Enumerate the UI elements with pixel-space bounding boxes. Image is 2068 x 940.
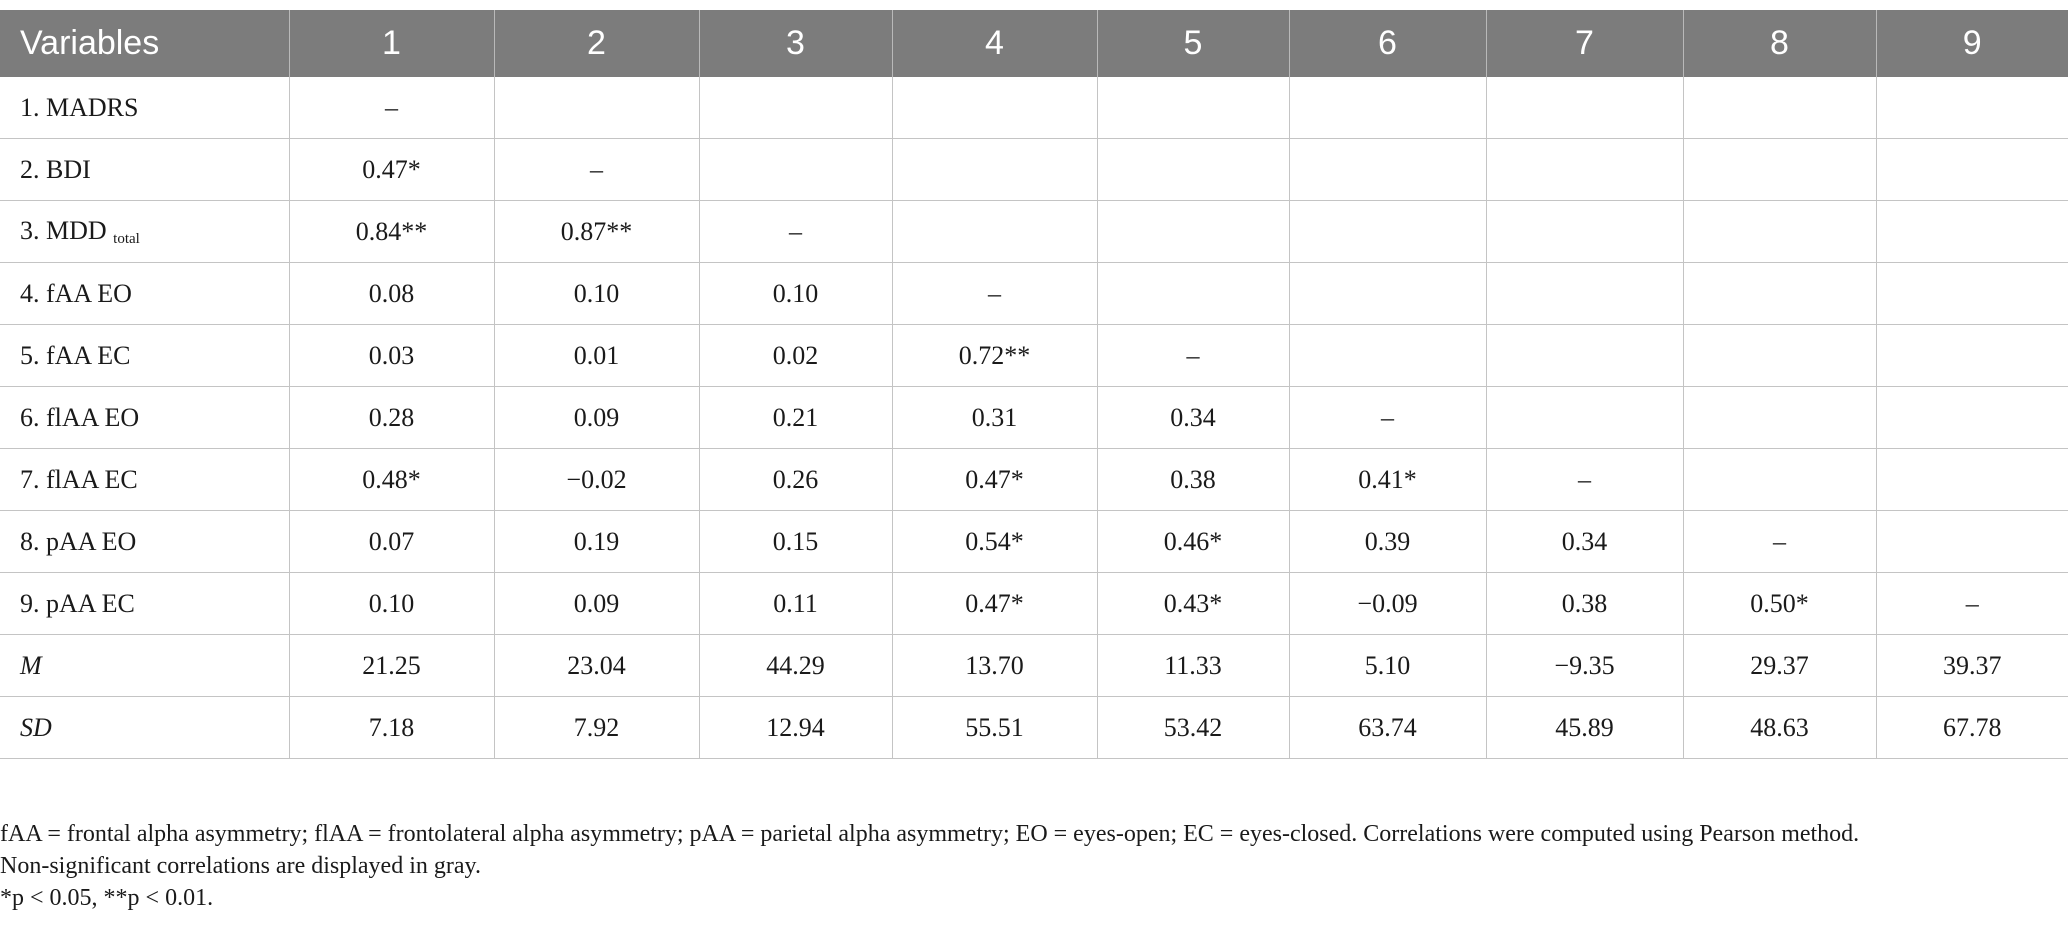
table-cell <box>1289 77 1486 139</box>
table-cell: 0.87** <box>494 201 699 263</box>
table-cell: 0.31 <box>892 387 1097 449</box>
table-cell: 0.72** <box>892 325 1097 387</box>
table-cell: 53.42 <box>1097 697 1289 759</box>
table-cell <box>1683 77 1876 139</box>
table-cell: 0.03 <box>289 325 494 387</box>
row-label: 8. pAA EO <box>20 526 137 556</box>
table-cell: 0.84** <box>289 201 494 263</box>
table-cell: 0.28 <box>289 387 494 449</box>
table-cell: 0.09 <box>494 387 699 449</box>
table-cell: 0.21 <box>699 387 892 449</box>
table-cell <box>1097 77 1289 139</box>
table-cell: – <box>1289 387 1486 449</box>
row-label: 6. flAA EO <box>20 402 140 432</box>
table-cell: 0.10 <box>494 263 699 325</box>
table-cell <box>1876 449 2068 511</box>
table-cell: 0.48* <box>289 449 494 511</box>
table-cell <box>1289 263 1486 325</box>
row-label: 4. fAA EO <box>20 278 132 308</box>
table-cell: 45.89 <box>1486 697 1683 759</box>
table-cell: – <box>1486 449 1683 511</box>
table-cell <box>1486 77 1683 139</box>
table-cell: 0.43* <box>1097 573 1289 635</box>
row-label-cell <box>0 139 289 201</box>
table-cell: 11.33 <box>1097 635 1289 697</box>
footnote-abbreviations: fAA = frontal alpha asymmetry; flAA = frontolateral alpha asymmetry; pAA = parietal alpha asymmetry; EO = eyes-open; EC = eyes-closed. Correlations were computed using Pearson method. <box>0 821 1860 847</box>
table-cell <box>1097 263 1289 325</box>
table-cell: – <box>494 139 699 201</box>
table-cell <box>1486 201 1683 263</box>
table-cell <box>494 77 699 139</box>
table-cell: 67.78 <box>1876 697 2068 759</box>
table-cell <box>1097 139 1289 201</box>
table-cell <box>1486 387 1683 449</box>
row-label-cell <box>0 697 289 759</box>
table-cell <box>1486 325 1683 387</box>
table-cell: 39.37 <box>1876 635 2068 697</box>
table-cell: 12.94 <box>699 697 892 759</box>
table-cell: 0.41* <box>1289 449 1486 511</box>
table-cell: 0.01 <box>494 325 699 387</box>
table-cell <box>1097 201 1289 263</box>
header-cell: 9 <box>1876 10 2068 77</box>
table-cell: 0.47* <box>892 573 1097 635</box>
row-label-cell <box>0 635 289 697</box>
table-cell: – <box>1683 511 1876 573</box>
table-cell: 0.09 <box>494 573 699 635</box>
header-cell: 8 <box>1683 10 1876 77</box>
row-label-cell <box>0 387 289 449</box>
table-cell: 21.25 <box>289 635 494 697</box>
table-cell: 0.10 <box>699 263 892 325</box>
row-label: 2. BDI <box>20 154 91 184</box>
header-cell: 1 <box>289 10 494 77</box>
table-cell: 23.04 <box>494 635 699 697</box>
row-label: 9. pAA EC <box>20 588 135 618</box>
table-cell: – <box>1097 325 1289 387</box>
header-cell: 3 <box>699 10 892 77</box>
table-footnotes <box>0 818 2068 914</box>
table-row <box>0 325 2068 387</box>
correlation-table <box>0 10 2068 759</box>
table-cell: 0.26 <box>699 449 892 511</box>
table-cell: 55.51 <box>892 697 1097 759</box>
table-cell <box>699 77 892 139</box>
table-cell <box>1289 201 1486 263</box>
table-cell <box>1876 139 2068 201</box>
table-cell: – <box>289 77 494 139</box>
row-label-cell <box>0 511 289 573</box>
table-row <box>0 635 2068 697</box>
table-cell <box>1289 139 1486 201</box>
table-cell: 13.70 <box>892 635 1097 697</box>
table-cell <box>1876 201 2068 263</box>
table-cell <box>1683 201 1876 263</box>
table-body <box>0 77 2068 759</box>
table-cell: 0.02 <box>699 325 892 387</box>
header-cell: 7 <box>1486 10 1683 77</box>
table-header-row <box>0 10 2068 77</box>
header-cell-variables: Variables <box>0 10 289 77</box>
header-cell: 6 <box>1289 10 1486 77</box>
row-label-cell <box>0 325 289 387</box>
table-cell: 0.19 <box>494 511 699 573</box>
table-cell: 0.47* <box>289 139 494 201</box>
table-cell: 0.08 <box>289 263 494 325</box>
table-cell <box>1876 263 2068 325</box>
table-cell <box>892 139 1097 201</box>
table-cell: −0.09 <box>1289 573 1486 635</box>
table-cell <box>1876 77 2068 139</box>
table-cell <box>1876 387 2068 449</box>
table-cell: 0.38 <box>1486 573 1683 635</box>
table-row <box>0 697 2068 759</box>
table-row <box>0 77 2068 139</box>
correlation-table-container <box>0 10 2068 759</box>
table-row <box>0 449 2068 511</box>
table-cell: 0.50* <box>1683 573 1876 635</box>
table-cell: 0.07 <box>289 511 494 573</box>
table-cell: 0.39 <box>1289 511 1486 573</box>
table-cell: 0.15 <box>699 511 892 573</box>
table-cell <box>892 77 1097 139</box>
table-cell: 0.10 <box>289 573 494 635</box>
table-cell: −9.35 <box>1486 635 1683 697</box>
row-label-cell <box>0 573 289 635</box>
row-label-subscript: total <box>113 230 140 247</box>
table-cell: 0.47* <box>892 449 1097 511</box>
table-cell: 48.63 <box>1683 697 1876 759</box>
row-label: M <box>20 650 42 680</box>
footnote-significance: *p < 0.05, **p < 0.01. <box>0 885 214 911</box>
table-cell <box>1876 325 2068 387</box>
table-row <box>0 511 2068 573</box>
row-label: 3. MDD <box>20 215 107 245</box>
row-label-cell <box>0 263 289 325</box>
table-cell <box>1486 263 1683 325</box>
table-cell <box>1486 139 1683 201</box>
table-row <box>0 263 2068 325</box>
footnote-gray-note: Non-significant correlations are displayed in gray. <box>0 853 481 879</box>
row-label: 5. fAA EC <box>20 340 131 370</box>
table-cell: 29.37 <box>1683 635 1876 697</box>
table-cell <box>1683 263 1876 325</box>
row-label-cell <box>0 201 289 263</box>
row-label-cell <box>0 449 289 511</box>
table-cell <box>1683 449 1876 511</box>
table-row <box>0 387 2068 449</box>
row-label: 1. MADRS <box>20 92 139 122</box>
row-label: 7. flAA EC <box>20 464 138 494</box>
table-cell: 0.11 <box>699 573 892 635</box>
table-cell: – <box>699 201 892 263</box>
table-row <box>0 139 2068 201</box>
table-cell: −0.02 <box>494 449 699 511</box>
table-cell <box>1683 139 1876 201</box>
row-label: SD <box>20 712 52 742</box>
table-cell: 63.74 <box>1289 697 1486 759</box>
table-cell <box>699 139 892 201</box>
table-cell: 44.29 <box>699 635 892 697</box>
header-cell: 5 <box>1097 10 1289 77</box>
table-row <box>0 201 2068 263</box>
table-cell: 7.92 <box>494 697 699 759</box>
table-cell: 0.46* <box>1097 511 1289 573</box>
header-cell: 4 <box>892 10 1097 77</box>
table-cell: 0.38 <box>1097 449 1289 511</box>
table-cell: – <box>892 263 1097 325</box>
table-cell: 7.18 <box>289 697 494 759</box>
table-cell <box>1683 387 1876 449</box>
table-cell: 0.54* <box>892 511 1097 573</box>
table-cell <box>1289 325 1486 387</box>
header-cell: 2 <box>494 10 699 77</box>
table-cell <box>892 201 1097 263</box>
table-cell: 5.10 <box>1289 635 1486 697</box>
row-label-cell <box>0 77 289 139</box>
table-cell: 0.34 <box>1486 511 1683 573</box>
table-cell: – <box>1876 573 2068 635</box>
table-cell: 0.34 <box>1097 387 1289 449</box>
table-cell <box>1683 325 1876 387</box>
table-row <box>0 573 2068 635</box>
table-cell <box>1876 511 2068 573</box>
